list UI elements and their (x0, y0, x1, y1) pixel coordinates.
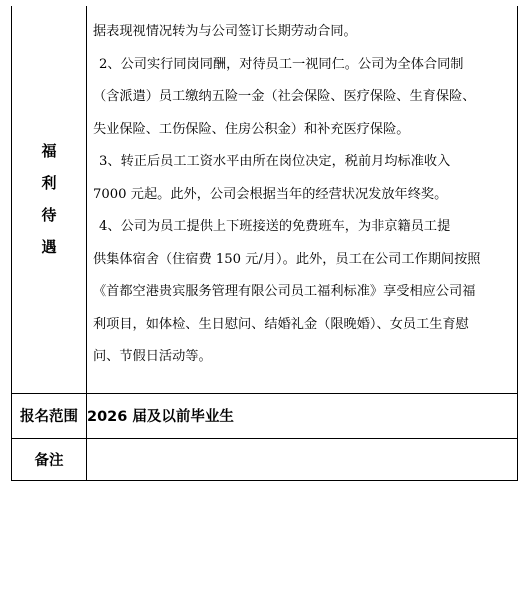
benefits-content-cell (87, 6, 518, 393)
benefits-label-char: 待 (41, 206, 57, 225)
benefits-label-cell (12, 6, 87, 393)
benefits-line: 利项目，如体检、生日慰问、结婚礼金（限晚婚）、女员工生育慰 (93, 316, 469, 332)
benefits-label (12, 135, 86, 263)
benefits-line: 失业保险、工伤保险、住房公积金）和补充医疗保险。 (93, 121, 410, 137)
benefits-line: 问、节假日活动等。 (93, 349, 212, 364)
benefits-content (87, 6, 517, 374)
scope-label: 报名范围 (12, 393, 87, 438)
benefits-line: 3、转正后员工工资水平由所在岗位决定，税前月均标准收入 (99, 154, 451, 169)
remarks-value (87, 438, 518, 480)
benefits-line: 2、公司实行同岗同酬，对待员工一视同仁。公司为全体合同制 (99, 56, 464, 72)
benefits-line: 《首都空港贵宾服务管理有限公司员工福利标准》享受相应公司福 (93, 284, 476, 299)
benefits-label-char: 利 (41, 174, 57, 193)
scope-row (12, 393, 518, 438)
benefits-line: 7000 元起。此外，公司会根据当年的经营状况发放年终奖。 (93, 186, 448, 202)
scope-value: 2026 届及以前毕业生 (87, 393, 518, 438)
benefits-label-char: 福 (41, 142, 57, 161)
remarks-row (12, 438, 518, 480)
benefits-label-char: 遇 (41, 238, 57, 257)
benefits-line: 供集体宿舍（住宿费 150 元/月）。此外，员工在公司工作期间按照 (93, 251, 481, 267)
benefits-line: 据表现视情况转为与公司签订长期劳动合同。 (93, 24, 357, 39)
benefits-row (12, 6, 518, 393)
remarks-label: 备注 (12, 438, 87, 480)
info-table (11, 6, 518, 481)
benefits-line: 4、公司为员工提供上下班接送的免费班车，为非京籍员工提 (99, 219, 451, 234)
benefits-line: （含派遣）员工缴纳五险一金（社会保险、医疗保险、生育保险、 (93, 89, 476, 104)
